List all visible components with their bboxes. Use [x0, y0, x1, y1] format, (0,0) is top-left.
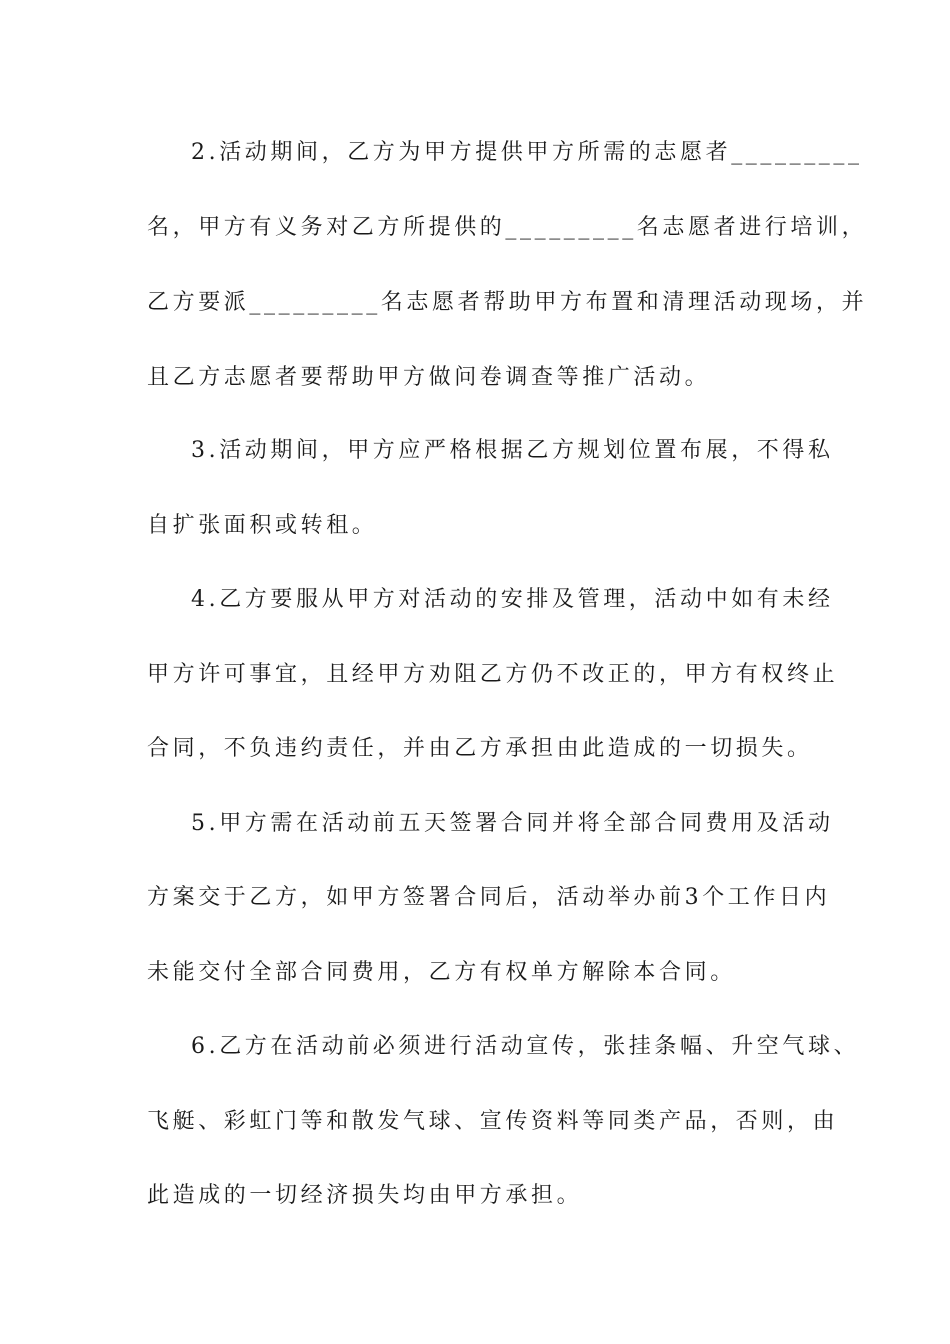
- paragraph-2-line-4: 且乙方志愿者要帮助甲方做问卷调查等推广活动。: [147, 365, 711, 390]
- paragraph-5-line-2: 方案交于乙方，如甲方签署合同后，活动举办前3个工作日内: [147, 885, 831, 910]
- paragraph-4-line-1: 4.乙方要服从甲方对活动的安排及管理，活动中如有未经: [191, 587, 834, 612]
- paragraph-2-line-1: 2.活动期间，乙方为甲方提供甲方所需的志愿者_________: [191, 140, 863, 165]
- paragraph-5-line-1: 5.甲方需在活动前五天签署合同并将全部合同费用及活动: [191, 811, 834, 836]
- paragraph-5-line-3: 未能交付全部合同费用，乙方有权单方解除本合同。: [147, 960, 736, 985]
- paragraph-6-line-3: 此造成的一切经济损失均由甲方承担。: [147, 1183, 583, 1208]
- paragraph-2-line-3: 乙方要派_________名志愿者帮助甲方布置和清理活动现场，并: [147, 290, 868, 315]
- paragraph-6-line-2: 飞艇、彩虹门等和散发气球、宣传资料等同类产品，否则，由: [147, 1109, 839, 1134]
- paragraph-3-line-1: 3.活动期间，甲方应严格根据乙方规划位置布展，不得私: [191, 438, 834, 463]
- paragraph-4-line-3: 合同，不负违约责任，并由乙方承担由此造成的一切损失。: [147, 736, 813, 761]
- paragraph-4-line-2: 甲方许可事宜，且经甲方劝阻乙方仍不改正的，甲方有权终止: [147, 662, 839, 687]
- paragraph-2-line-2: 名，甲方有义务对乙方所提供的_________名志愿者进行培训，: [147, 215, 868, 240]
- paragraph-6-line-1: 6.乙方在活动前必须进行活动宣传，张挂条幅、升空气球、: [191, 1034, 860, 1059]
- paragraph-3-line-2: 自扩张面积或转租。: [147, 513, 378, 538]
